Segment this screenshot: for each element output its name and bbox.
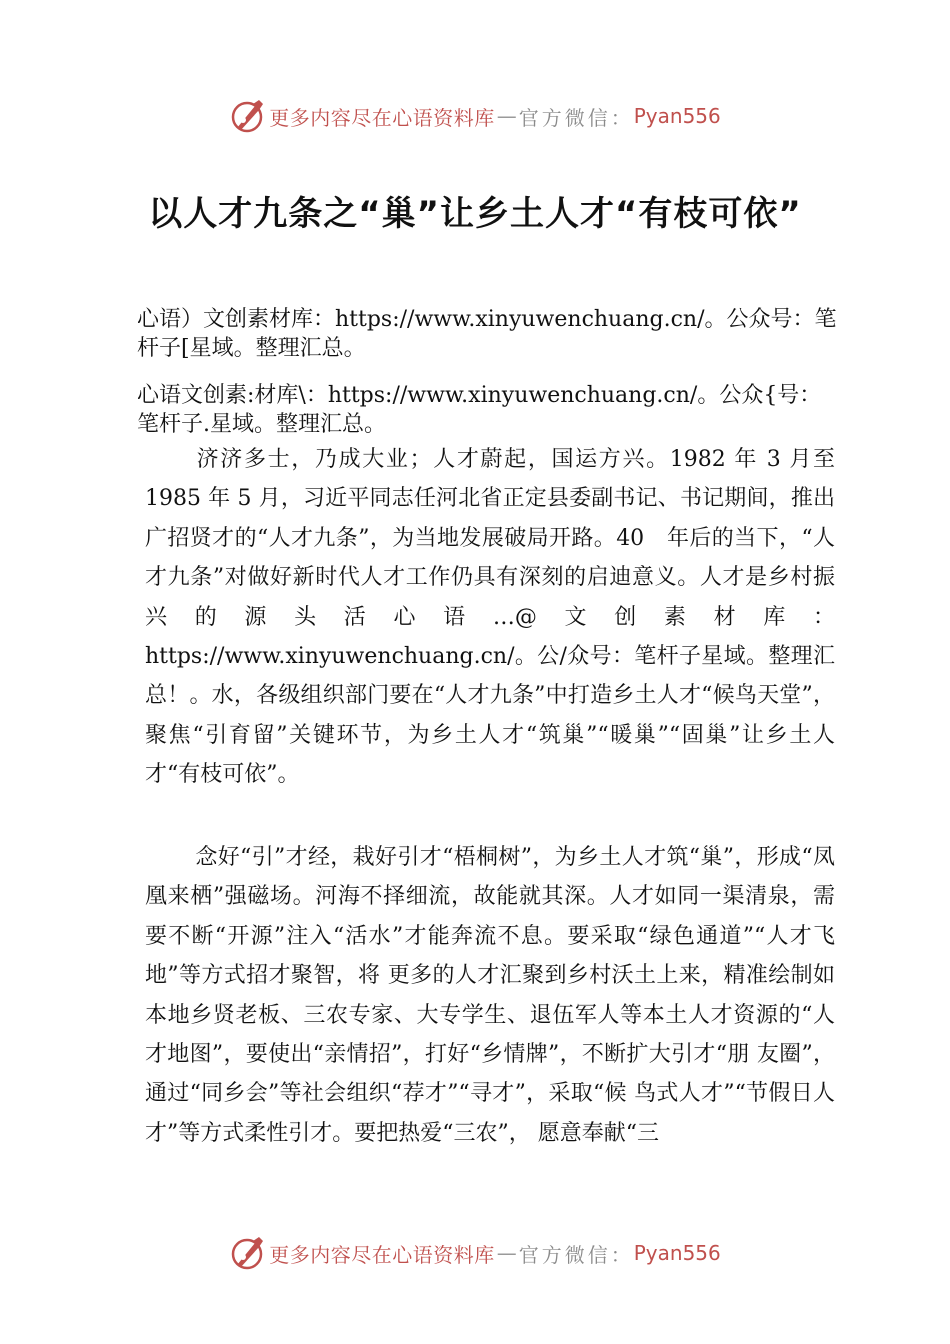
footer-banner	[0, 1233, 950, 1273]
banner-wechat-label: 官方微信：	[518, 1242, 634, 1267]
banner-wechat-label: 官方微信：	[518, 105, 634, 130]
banner-wechat-id: Pyan556	[633, 1241, 721, 1265]
source-note: 心语文创素:材库\：https://www.xinyuwenchuang.cn/。公众{号：笔杆子.星域。整理汇总。	[137, 383, 822, 437]
banner-separator: —	[496, 104, 517, 128]
banner-title: 更多内容尽在心语资料库	[269, 105, 495, 130]
banner-wechat-id: Pyan556	[633, 104, 721, 128]
banner-separator: —	[496, 1241, 517, 1265]
source-note: 心语）文创素材库：https://www.xinyuwenchuang.cn/。公众号：笔杆子[星域。整理汇总。	[137, 307, 837, 361]
pen-logo-icon	[229, 1235, 265, 1271]
banner-title: 更多内容尽在心语资料库	[269, 1242, 495, 1267]
article-title: 以人才九条之“巢”让乡土人才“有枝可依”	[148, 194, 802, 234]
pen-logo-icon	[229, 98, 265, 134]
header-banner	[0, 96, 950, 136]
body-paragraph: 念好“引”才经，栽好引才“梧桐树”，为乡土人才筑“巢”，形成“凤凰来栖”强磁场。河海不择细流，故能就其深。人才如同一渠清泉，需要不断“开源”注入“活水”才能奔流不息。要采取“绿色通道”“人才飞地”等方式招才聚智，将 更多的人才汇聚到乡村沃土上来，精准绘制如本地乡贤老板、三农专家、大专学生、退伍军人等本土人才资源的“人才地图”，要使出“亲情招”，打好“乡情牌”，不断扩大引才“朋 友圈”，通过“同乡会”等社会组织“荐才”“寻才”，采取“候 鸟式人才”“节假日人才”等方式柔性引才。要把热爱“三农”， 愿意奉献“三	[145, 845, 835, 1146]
body-paragraph: 济济多士，乃成大业；人才蔚起，国运方兴。1982 年 3 月至 1985 年 5 月，习近平同志任河北省正定县委副书记、书记期间，推出广招贤才的“人才九条”，为当地发展破局开路。40 年后的当下，“人才九条”对做好新时代人才工作仍具有深刻的启迪意义。人才是乡村振兴的源头活心语…@文创素材库：https://www.xinyuwenchuang.cn/。公/众号：笔杆子星域。整理汇总！。水，各级组织部门要在“人才九条”中打造乡土人才“候鸟天堂”，聚焦“引育留”关键环节，为乡土人才“筑巢”“暖巢”“固巢”让乡土人才“有枝可依”。	[145, 447, 835, 788]
